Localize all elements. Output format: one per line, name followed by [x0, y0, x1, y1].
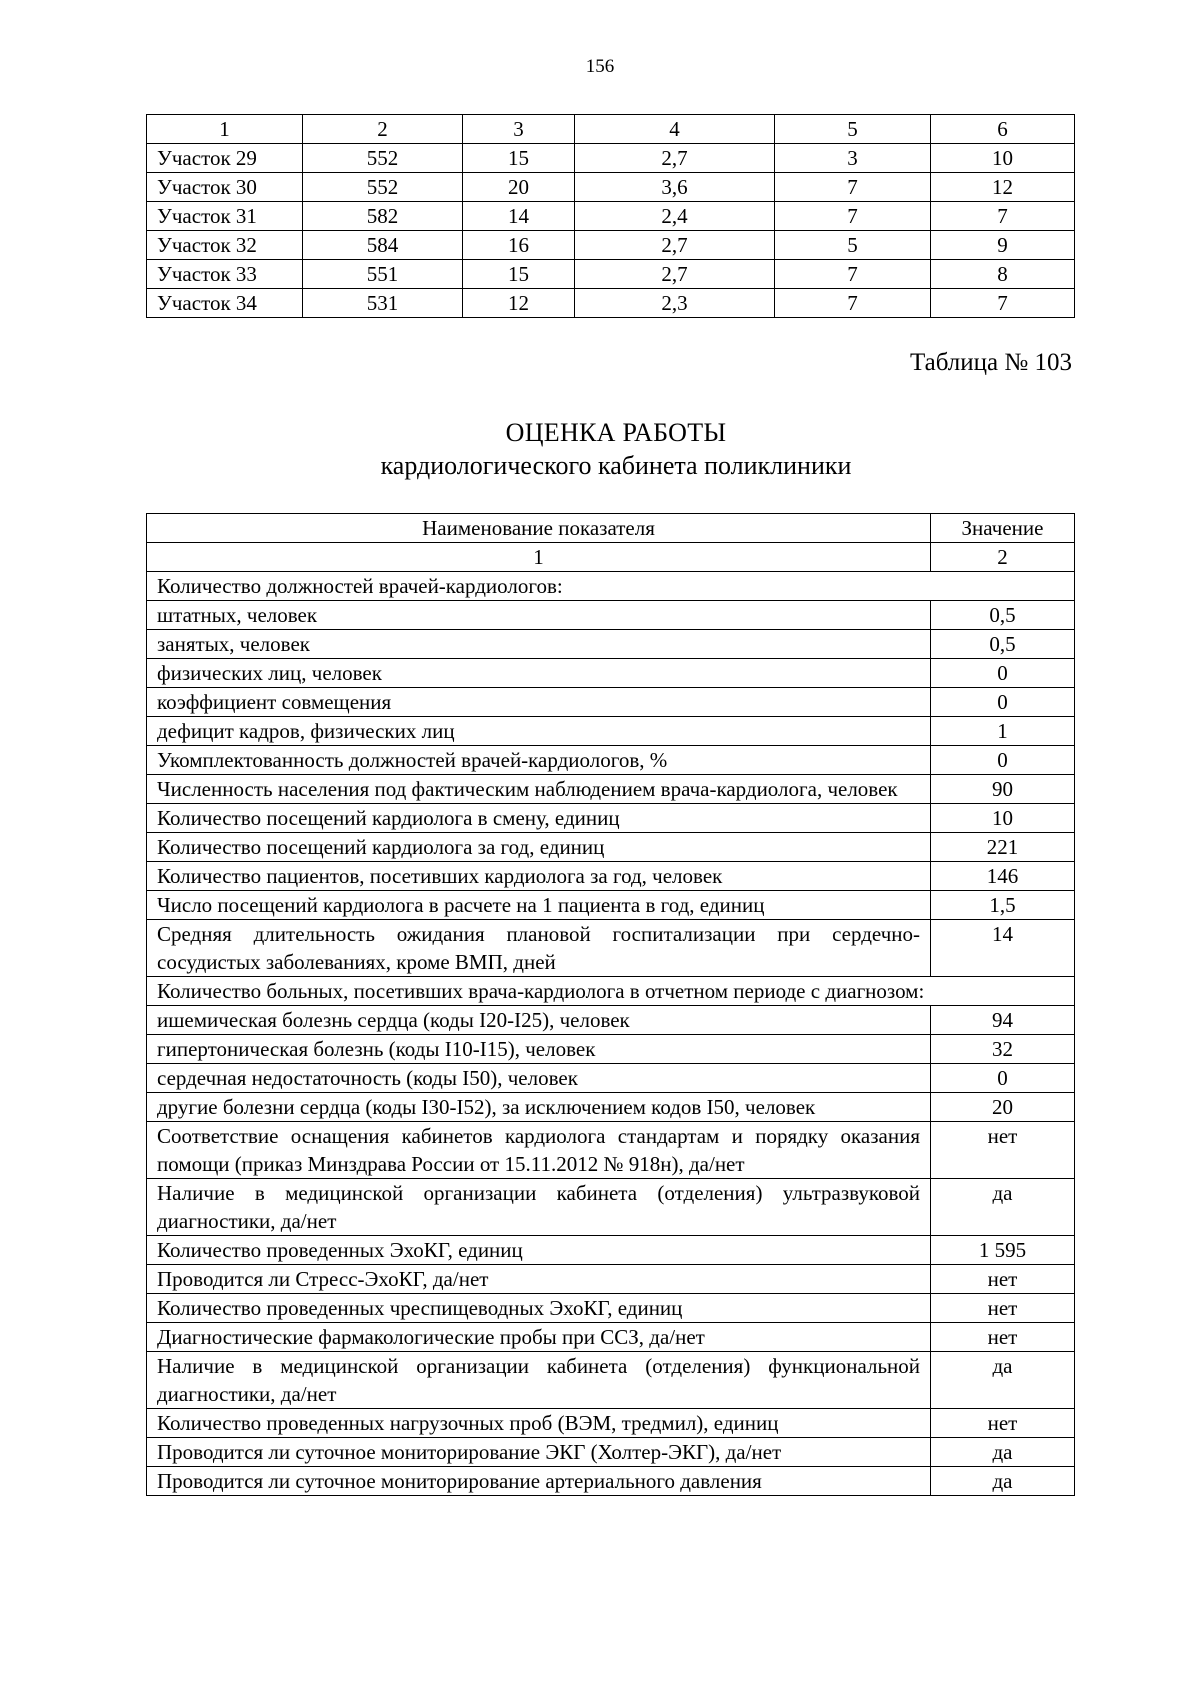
table-cell: 5 [775, 231, 931, 260]
table-cell: Участок 29 [147, 144, 303, 173]
indicator-name: Число посещений кардиолога в расчете на 1 пациента в год, единиц [147, 891, 931, 920]
table-subtitle: кардиологического кабинета поликлиники [380, 451, 852, 480]
indicator-value: да [931, 1467, 1075, 1496]
indicator-row [147, 1294, 1075, 1323]
indicator-name: штатных, человек [147, 601, 931, 630]
indicator-name: Проводится ли Стресс-ЭхоКГ, да/нет [147, 1265, 931, 1294]
table-cell: 7 [775, 260, 931, 289]
table-cell: Участок 31 [147, 202, 303, 231]
table-cell: 16 [463, 231, 575, 260]
indicator-row [147, 746, 1075, 775]
indicator-name: Количество посещений кардиолога в смену, единиц [147, 804, 931, 833]
indicator-value: нет [931, 1323, 1075, 1352]
indicator-name: сердечная недостаточность (коды I50), человек [147, 1064, 931, 1093]
indicator-value: 0,5 [931, 630, 1075, 659]
indicator-row [147, 1323, 1075, 1352]
table-cell: 2,7 [575, 231, 775, 260]
header-row [147, 514, 1075, 543]
indicator-name: другие болезни сердца (коды I30-I52), за исключением кодов I50, человек [147, 1093, 931, 1122]
indicator-value: нет [931, 1409, 1075, 1438]
column-number: 4 [575, 115, 775, 144]
indicator-value: 1 595 [931, 1236, 1075, 1265]
indicator-value: 0 [931, 688, 1075, 717]
indicator-row [147, 1352, 1075, 1409]
column-number: 5 [775, 115, 931, 144]
indicator-name: Соответствие оснащения кабинетов кардиолога стандартам и порядку оказания помощи (приказ Минздрава России от 15.11.2012 № 918н), да/нет [147, 1122, 931, 1179]
column-number: 2 [931, 543, 1075, 572]
indicator-row [147, 688, 1075, 717]
indicator-name: Количество проведенных чреспищеводных ЭхоКГ, единиц [147, 1294, 931, 1323]
table-row [147, 202, 1075, 231]
indicator-name: Средняя длительность ожидания плановой госпитализации при сердечно-сосудистых заболеваниях, кроме ВМП, дней [147, 920, 931, 977]
column-number: 2 [303, 115, 463, 144]
indicator-value: 0 [931, 659, 1075, 688]
table-cell: 2,7 [575, 260, 775, 289]
table-row [147, 144, 1075, 173]
indicator-name: коэффициент совмещения [147, 688, 931, 717]
indicator-row [147, 659, 1075, 688]
table-cell: 8 [931, 260, 1075, 289]
table-cell: 12 [931, 173, 1075, 202]
indicator-value: 0 [931, 746, 1075, 775]
column-number-row [147, 115, 1075, 144]
table-cell: 2,3 [575, 289, 775, 318]
table-cell: 20 [463, 173, 575, 202]
indicators-table [146, 513, 1075, 1496]
indicator-row [147, 1438, 1075, 1467]
indicator-row [147, 833, 1075, 862]
indicator-row [147, 630, 1075, 659]
header-value: Значение [931, 514, 1075, 543]
table-cell: 551 [303, 260, 463, 289]
indicator-row [147, 1236, 1075, 1265]
table-row [147, 231, 1075, 260]
indicator-row [147, 1265, 1075, 1294]
indicator-value: да [931, 1438, 1075, 1467]
indicator-name: дефицит кадров, физических лиц [147, 717, 931, 746]
table-cell: 2,7 [575, 144, 775, 173]
indicator-row [147, 1409, 1075, 1438]
indicator-value: да [931, 1179, 1075, 1236]
indicator-name: гипертоническая болезнь (коды I10-I15), человек [147, 1035, 931, 1064]
indicator-name: Количество проведенных нагрузочных проб (ВЭМ, тредмил), единиц [147, 1409, 931, 1438]
indicator-value: 1 [931, 717, 1075, 746]
indicator-name: Количество проведенных ЭхоКГ, единиц [147, 1236, 931, 1265]
indicator-value: нет [931, 1265, 1075, 1294]
table-cell: 3,6 [575, 173, 775, 202]
indicator-row [147, 1035, 1075, 1064]
indicator-value: нет [931, 1294, 1075, 1323]
table-cell: 7 [775, 202, 931, 231]
table-cell: 531 [303, 289, 463, 318]
indicator-value: 221 [931, 833, 1075, 862]
indicator-row [147, 1467, 1075, 1496]
indicator-row [147, 717, 1075, 746]
indicator-name: Численность населения под фактическим наблюдением врача-кардиолога, человек [147, 775, 931, 804]
table-cell: 2,4 [575, 202, 775, 231]
table-cell: 552 [303, 144, 463, 173]
table-row [147, 173, 1075, 202]
indicator-row [147, 1006, 1075, 1035]
table-cell: 15 [463, 144, 575, 173]
column-number: 1 [147, 115, 303, 144]
indicator-value: 32 [931, 1035, 1075, 1064]
table-cell: 15 [463, 260, 575, 289]
indicator-value: 0 [931, 1064, 1075, 1093]
indicator-row [147, 1122, 1075, 1179]
indicator-row [147, 775, 1075, 804]
indicator-row [147, 891, 1075, 920]
table-row [147, 289, 1075, 318]
column-number: 1 [147, 543, 931, 572]
indicator-value: 10 [931, 804, 1075, 833]
table-cell: 3 [775, 144, 931, 173]
indicator-value: 90 [931, 775, 1075, 804]
indicator-name: Наличие в медицинской организации кабинета (отделения) функциональной диагностики, да/нет [147, 1352, 931, 1409]
indicator-name: Проводится ли суточное мониторирование артериального давления [147, 1467, 931, 1496]
indicator-value: да [931, 1352, 1075, 1409]
table-cell: 7 [931, 289, 1075, 318]
table-cell: 552 [303, 173, 463, 202]
indicator-value: 1,5 [931, 891, 1075, 920]
table-cell: 584 [303, 231, 463, 260]
table-cell: 9 [931, 231, 1075, 260]
table-cell: Участок 30 [147, 173, 303, 202]
indicator-name: Проводится ли суточное мониторирование ЭКГ (Холтер-ЭКГ), да/нет [147, 1438, 931, 1467]
page-number: 156 [585, 56, 615, 77]
section-row [147, 572, 1075, 601]
indicator-value: 146 [931, 862, 1075, 891]
indicator-value: 14 [931, 920, 1075, 977]
indicator-row [147, 920, 1075, 977]
indicator-name: Укомплектованность должностей врачей-кардиологов, % [147, 746, 931, 775]
indicator-name: Диагностические фармакологические пробы при ССЗ, да/нет [147, 1323, 931, 1352]
table-cell: 10 [931, 144, 1075, 173]
column-number: 3 [463, 115, 575, 144]
indicator-row [147, 1064, 1075, 1093]
indicator-value: нет [931, 1122, 1075, 1179]
indicator-value: 20 [931, 1093, 1075, 1122]
indicator-row [147, 601, 1075, 630]
table-title: ОЦЕНКА РАБОТЫ [505, 418, 727, 447]
header-name: Наименование показателя [147, 514, 931, 543]
table-cell: Участок 34 [147, 289, 303, 318]
table-cell: Участок 33 [147, 260, 303, 289]
section-label: Количество больных, посетивших врача-кардиолога в отчетном периоде с диагнозом: [147, 977, 1075, 1006]
indicator-name: Количество посещений кардиолога за год, единиц [147, 833, 931, 862]
continued-table [146, 114, 1075, 318]
section-row [147, 977, 1075, 1006]
table-cell: Участок 32 [147, 231, 303, 260]
table-cell: 7 [775, 289, 931, 318]
table-cell: 7 [931, 202, 1075, 231]
indicator-value: 0,5 [931, 601, 1075, 630]
indicator-row [147, 862, 1075, 891]
column-number: 6 [931, 115, 1075, 144]
indicator-name: ишемическая болезнь сердца (коды I20-I25), человек [147, 1006, 931, 1035]
table-cell: 14 [463, 202, 575, 231]
section-label: Количество должностей врачей-кардиологов: [147, 572, 1075, 601]
indicator-row [147, 1179, 1075, 1236]
column-number-row [147, 543, 1075, 572]
indicator-name: занятых, человек [147, 630, 931, 659]
table-row [147, 260, 1075, 289]
table-number: Таблица № 103 [909, 349, 1072, 376]
indicator-name: физических лиц, человек [147, 659, 931, 688]
indicator-name: Наличие в медицинской организации кабинета (отделения) ультразвуковой диагностики, да/нет [147, 1179, 931, 1236]
table-cell: 582 [303, 202, 463, 231]
indicator-row [147, 1093, 1075, 1122]
table-cell: 7 [775, 173, 931, 202]
indicator-value: 94 [931, 1006, 1075, 1035]
indicator-name: Количество пациентов, посетивших кардиолога за год, человек [147, 862, 931, 891]
table-cell: 12 [463, 289, 575, 318]
indicator-row [147, 804, 1075, 833]
